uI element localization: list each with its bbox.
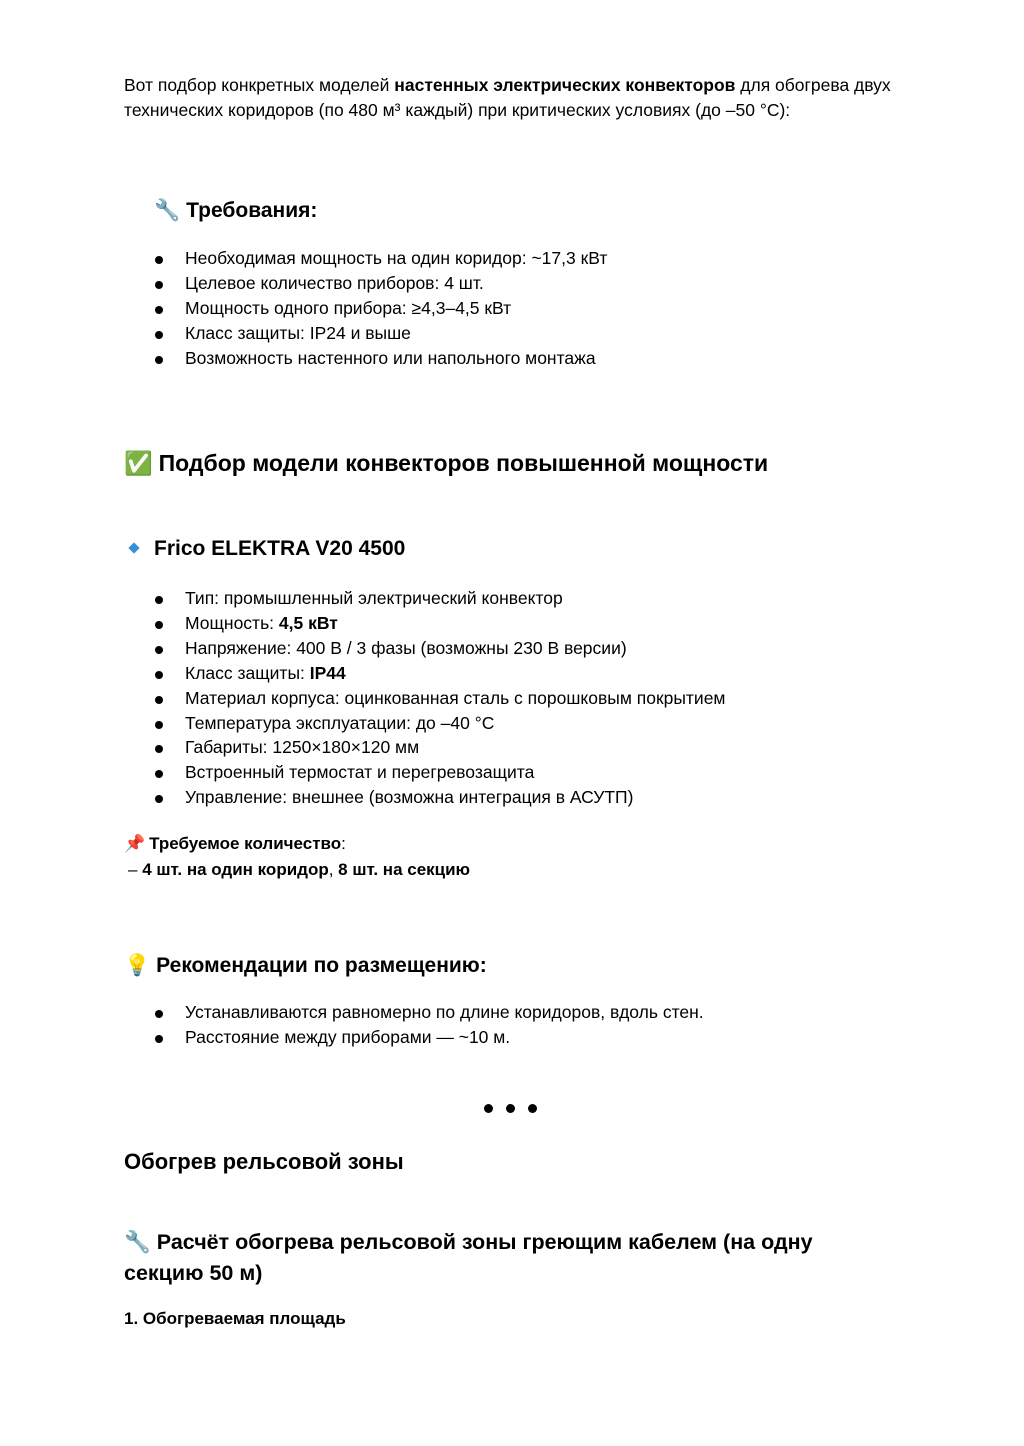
spec-label: Температура эксплуатации: — [185, 712, 416, 733]
spec-label: Тип: — [185, 588, 224, 608]
bullet-icon — [155, 1010, 163, 1018]
quantity-separator: , — [328, 860, 339, 879]
list-item — [152, 1025, 704, 1050]
list-item-text: Устанавливаются равномерно по длине коридоров, вдоль стен. — [185, 1002, 704, 1022]
step-title: 1. Обогреваемая площадь — [124, 1309, 346, 1328]
list-item — [152, 321, 607, 346]
spec-item — [152, 785, 725, 810]
list-item — [152, 246, 607, 271]
placement-title: Рекомендации по размещению: — [156, 954, 487, 977]
intro-bold-text: настенных электрических конвекторов — [394, 75, 736, 95]
spec-item — [152, 661, 725, 686]
spec-value: промышленный электрический конвектор — [223, 588, 563, 608]
spec-item — [152, 586, 725, 611]
quantity-per-corridor: 4 шт. на один коридор — [142, 860, 329, 879]
check-mark-icon: ✅ — [124, 451, 153, 477]
spec-value: 400 В / 3 фазы (возможны 230 В версии) — [296, 637, 627, 658]
spec-item — [152, 711, 725, 736]
light-bulb-icon: 💡 — [124, 953, 151, 977]
spec-value: 1250×180×120 мм — [272, 737, 420, 758]
spec-value: 4,5 кВт — [278, 612, 338, 633]
list-item — [152, 346, 607, 371]
blue-diamond-icon — [128, 542, 139, 553]
list-item-text: Расстояние между приборами — ~10 м. — [185, 1026, 511, 1047]
placement-list — [152, 1000, 704, 1050]
model-specs-list — [152, 586, 725, 810]
spec-label: Класс защиты: — [185, 662, 310, 683]
pushpin-icon: 📌 — [124, 834, 146, 854]
wrench-icon: 🔧 — [124, 1230, 151, 1255]
list-item-text: Мощность одного прибора: ≥4,3–4,5 кВт — [185, 297, 512, 318]
quantity-dash: – — [128, 860, 143, 879]
spec-item — [152, 686, 725, 711]
spec-item — [152, 760, 725, 785]
selection-title: Подбор модели конвекторов повышенной мощности — [158, 450, 769, 476]
step-heading — [124, 1307, 346, 1331]
list-item — [152, 271, 607, 296]
spec-label: Управление: — [185, 787, 293, 808]
spec-value: внешнее (возможна интеграция в АСУТП) — [292, 787, 634, 808]
divider-dot — [506, 1104, 515, 1113]
spec-label: Габариты: — [185, 737, 273, 758]
quantity-values — [128, 857, 470, 882]
spec-label: Материал корпуса: — [185, 687, 345, 708]
bullet-icon — [155, 281, 163, 289]
quantity-line — [124, 831, 470, 857]
list-item-text: Возможность настенного или напольного монтажа — [185, 347, 596, 368]
selection-heading — [124, 448, 768, 479]
spec-value: до –40 °C — [415, 712, 495, 733]
bullet-icon — [155, 671, 163, 679]
list-item-text: Класс защиты: IP24 и выше — [185, 322, 411, 343]
cable-calc-heading — [124, 1227, 884, 1289]
model-title: Frico ELEKTRA V20 4500 — [154, 537, 406, 560]
bullet-icon — [155, 596, 163, 604]
spec-label: Напряжение: — [185, 637, 297, 658]
bullet-icon — [155, 696, 163, 704]
bullet-icon — [155, 646, 163, 654]
model-heading — [124, 535, 405, 563]
bullet-icon — [155, 621, 163, 629]
bullet-icon — [155, 356, 163, 364]
quantity-per-section: 8 шт. на секцию — [338, 860, 471, 879]
list-item-text: Необходимая мощность на один коридор: ~17,3 кВт — [185, 248, 608, 268]
quantity-label: Требуемое количество — [149, 834, 342, 853]
bullet-icon — [155, 745, 163, 753]
rail-section-heading — [124, 1148, 404, 1176]
requirements-list — [152, 246, 607, 371]
requirements-title: Требования: — [186, 199, 318, 222]
divider-dot — [484, 1104, 493, 1113]
placement-heading — [124, 951, 487, 980]
cable-calc-title: Расчёт обогрева рельсовой зоны греющим кабелем (на одну секцию 50 м) — [124, 1230, 813, 1285]
bullet-icon — [155, 721, 163, 729]
section-divider — [484, 1104, 544, 1116]
bullet-icon — [155, 770, 163, 778]
intro-paragraph — [124, 73, 914, 122]
spec-item — [152, 636, 725, 661]
bullet-icon — [155, 331, 163, 339]
quantity-block — [124, 831, 470, 882]
bullet-icon — [155, 1035, 163, 1043]
intro-text-end: для обогрева двух технических коридоров (по 480 м³ каждый) при критических условиях (до –50 °C): — [124, 75, 891, 120]
requirements-heading — [154, 196, 317, 225]
spec-item — [152, 611, 725, 636]
list-item — [152, 1000, 704, 1025]
spec-label: Мощность: — [185, 612, 279, 633]
bullet-icon — [155, 256, 163, 264]
rail-section-title: Обогрев рельсовой зоны — [124, 1149, 404, 1174]
bullet-icon — [155, 795, 163, 803]
quantity-colon: : — [341, 834, 346, 853]
intro-text-start: Вот подбор конкретных моделей — [124, 75, 395, 95]
list-item — [152, 296, 607, 321]
spec-item — [152, 735, 725, 760]
spec-value: Встроенный термостат и перегревозащита — [185, 762, 535, 783]
spec-value: оцинкованная сталь с порошковым покрытием — [344, 687, 726, 708]
divider-dot — [528, 1104, 537, 1113]
spec-value: IP44 — [309, 662, 346, 683]
list-item-text: Целевое количество приборов: 4 шт. — [185, 272, 484, 293]
wrench-icon: 🔧 — [154, 198, 181, 222]
bullet-icon — [155, 306, 163, 314]
